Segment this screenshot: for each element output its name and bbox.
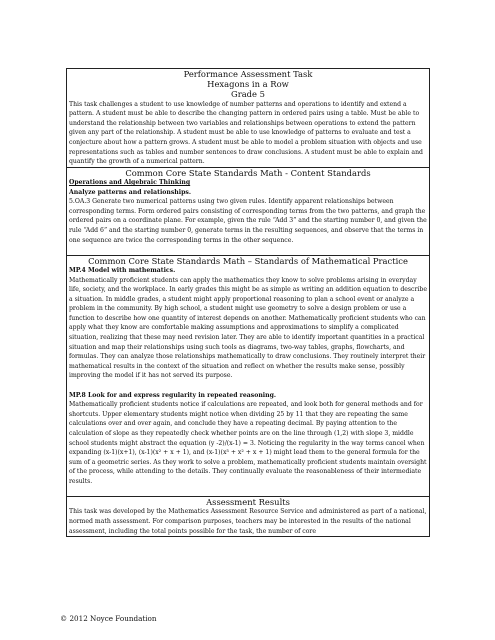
copyright-footer: © 2012 Noyce Foundation: [60, 614, 157, 623]
practice-standards-cell: [67, 255, 429, 496]
results-text: This task was developed by the Mathematics Assessment Resource Service and administered as part of a national, normed math assessment. For comparison purposes, teachers may be interested in the results of the national assessment, including the total points possible for the task, the number of core: [69, 508, 427, 535]
standard-text: 5.OA.3 Generate two numerical patterns using two given rules. Identify apparent relationships between corresponding terms. Form ordered pairs consisting of corresponding terms from the two patterns, and graph the ordered pairs on a coordinate plane. For example, given the rule “Add 3” and the starting number 0, and given the rule “Add 6” and the starting number 0, generate terms in the resulting sequences, and observe that the terms in one sequence are twice the corresponding terms in the other sequence.: [69, 198, 427, 244]
mp4-text: Mathematically proficient students can apply the mathematics they know to solve problems arising in everyday life, society, and the workplace. In early grades this might be as simple as writing an addition equation to describe a situation. In middle grades, a student might apply proportional reasoning to plan a school event or analyze a problem in the community. By high school, a student might use geometry to solve a design problem or use a function to describe how one quantity of interest depends on another. Mathematically proficient students who can apply what they know are comfortable making assumptions and approximations to simplify a complicated situation, realizing that these may need revision later. They are able to identify important quantities in a practical situation and map their relationships using such tools as diagrams, two-way tables, graphs, flowcharts, and formulas. They can analyze those relationships mathematically to draw conclusions. They routinely interpret their mathematical results in the context of the situation and reflect on whether the results make sense, possibly improving the model if it has not served its purpose.: [69, 276, 427, 380]
task-header-cell: [67, 69, 429, 167]
task-table: [66, 68, 430, 537]
mp8-title: MP.8 Look for and express regularity in repeated reasoning.: [69, 391, 277, 399]
document-title: Performance Assessment Task: [183, 69, 313, 79]
task-description: This task challenges a student to use knowledge of number patterns and operations to identify and extend a pattern. A student must be able to describe the changing pattern in ordered pairs using a table. Must be able to understand the relationship between two variables and relationships between operations to extend the pattern given any part of the relationship. A student must be able to use knowledge of patterns to evaluate and test a conjecture about how a pattern grows. A student must be able to model a problem situation with objects and use representations such as tables and number sentences to draw conclusions. A student must be able to explain and quantify the growth of a numerical pattern.: [69, 100, 423, 166]
mp4-title: MP.4 Model with mathematics.: [69, 266, 176, 274]
content-standards-heading: Common Core State Standards Math - Content Standards: [125, 167, 371, 178]
results-heading: Assessment Results: [206, 497, 290, 508]
grade-level: Grade 5: [231, 89, 265, 100]
mp8-text: Mathematically proficient students notice if calculations are repeated, and look both for general methods and for shortcuts. Upper elementary students might notice when dividing 25 by 11 that they are repeating the same calculations over and over again, and conclude they have a repeating decimal. By paying attention to the calculation of slope as they repeatedly check whether points are on the line through (1,2) with slope 3, middle school students might abstract the equation (y -2)/(x-1) = 3. Noticing the regularity in the way terms cancel when expanding (x-1)(x+1), (x-1)(x² + x + 1), and (x-1)(x³ + x² + x + 1) might lead them to the general formula for the sum of a geometric series. As they work to solve a problem, mathematically proficient students maintain oversight of the process, while attending to the details. They continually evaluate the reasonableness of their intermediate results.: [69, 401, 427, 485]
standard-domain: Operations and Algebraic Thinking: [69, 178, 191, 186]
practice-standards-heading: Common Core State Standards Math – Standards of Mathematical Practice: [88, 255, 408, 266]
standard-cluster: Analyze patterns and relationships.: [69, 188, 191, 196]
results-cell: [67, 496, 429, 536]
task-name: Hexagons in a Row: [207, 79, 289, 90]
content-standards-cell: [67, 167, 429, 255]
